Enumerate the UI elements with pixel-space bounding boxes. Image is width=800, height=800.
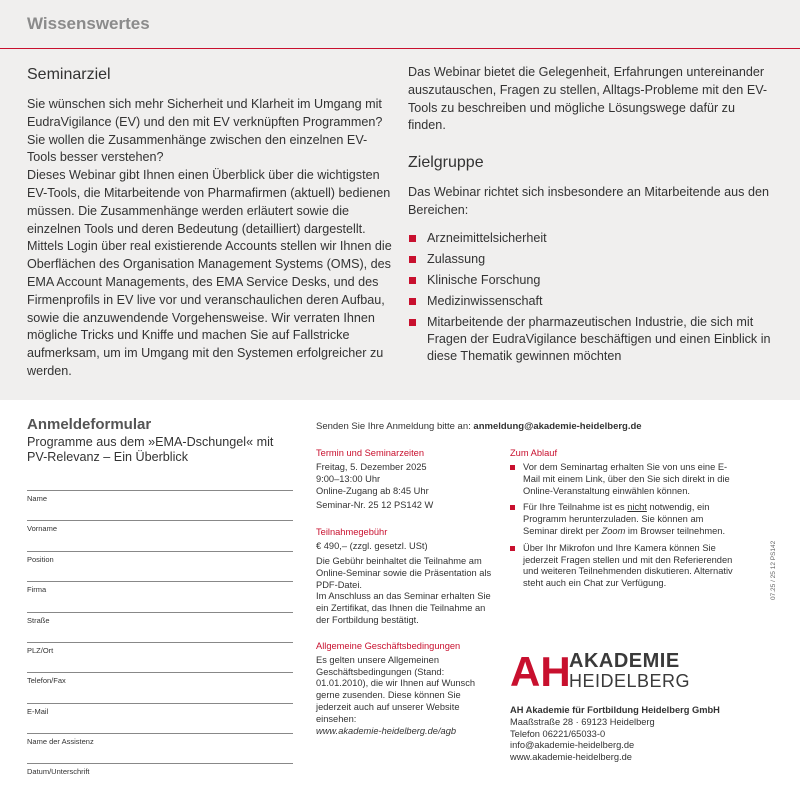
- seminarziel-section: [27, 66, 392, 381]
- field-label: Name der Assistenz: [27, 737, 94, 746]
- email-field[interactable]: [27, 703, 293, 733]
- termin-date: Freitag, 5. Dezember 2025: [316, 462, 427, 472]
- bullet-square-icon: [510, 465, 515, 470]
- bullet-square-icon: [409, 277, 416, 284]
- firma-field[interactable]: [27, 581, 293, 611]
- zielgruppe-heading: Zielgruppe: [408, 154, 484, 172]
- strasse-field[interactable]: [27, 612, 293, 642]
- agb-link[interactable]: www.akademie-heidelberg.de/agb: [316, 725, 457, 736]
- list-item: Zulassung: [408, 251, 773, 268]
- field-label: Datum/Unterschrift: [27, 767, 90, 776]
- akademie-logo: [510, 648, 710, 692]
- bullet-square-icon: [510, 546, 515, 551]
- seminar-number: Seminar-Nr. 25 12 PS142 W: [316, 500, 434, 511]
- company-web[interactable]: www.akademie-heidelberg.de: [510, 752, 632, 763]
- form-subtitle: Programme aus dem »EMA-Dschungel« mit PV-Relevanz – Ein Überblick: [27, 435, 274, 464]
- ah-logo-mark-icon: [510, 648, 568, 692]
- list-item: Klinische Forschung: [408, 272, 773, 289]
- bullet-square-icon: [510, 505, 515, 510]
- company-name: AH Akademie für Fortbildung Heidelberg GmbH: [510, 705, 720, 715]
- bullet-square-icon: [409, 319, 416, 326]
- list-item: Medizinwissenschaft: [408, 293, 773, 310]
- ablauf-heading: Zum Ablauf: [510, 448, 558, 458]
- list-item: Für Ihre Teilnahme ist es nicht notwendig, ein Programm herunterzuladen. Sie können am Seminar direkt per Zoom im Browser teilnehmen.: [510, 502, 735, 537]
- list-item: Mitarbeitende der pharmazeutischen Industrie, die sich mit Fragen der EudraVigilance beschäftigen und einen Einblick in diese Thematik gewinnen möchten: [408, 314, 773, 365]
- gebuehr-text: Die Gebühr beinhaltet die Teilnahme am Online-Seminar sowie die Präsentation als PDF-Datei.: [316, 555, 492, 590]
- field-label: Position: [27, 555, 54, 564]
- ablauf-list: [510, 462, 735, 590]
- agb-text: Es gelten unsere Allgemeinen Geschäftsbedingungen (Stand: 01.01.2010), die wir Ihnen auf Wunsch gerne zusenden. Diese können Sie jederzeit auch auf unserer Website einsehen:: [316, 654, 476, 724]
- gebuehr-heading: Teilnahmegebühr: [316, 527, 388, 538]
- company-phone: Telefon 06221/65033-0: [510, 728, 606, 739]
- details-column: [316, 448, 496, 737]
- field-label: PLZ/Ort: [27, 646, 54, 655]
- company-address: [510, 705, 750, 764]
- termin-time: 9:00–13:00 Uhr: [316, 473, 381, 484]
- header-divider: [0, 48, 800, 49]
- list-item: Arzneimittelsicherheit: [408, 230, 773, 247]
- zielgruppe-list: [408, 230, 773, 365]
- list-item: Vor dem Seminartag erhalten Sie von uns eine E-Mail mit einem Link, über den Sie sich direkt in die Online-Veranstaltung einwählen können.: [510, 462, 735, 497]
- gebuehr-price: € 490,– (zzgl. gesetzl. USt): [316, 541, 428, 552]
- position-field[interactable]: [27, 551, 293, 581]
- field-label: Vorname: [27, 524, 58, 533]
- field-label: E-Mail: [27, 707, 49, 716]
- seminarziel-paragraph: Mittels Login über real existierende Accounts stellen wir Ihnen die Oberflächen des Organisation Management Systems (OMS), des EMA Account Managements, des EMA Service Desks, und des Firmenprofils in EV live vor und veranschaulichen deren Aufbau, sowie die anzuwendende Vorgehensweise. Wir verraten Ihnen mögliche Tricks und Kniffe und machen Sie auf Fallstricke aufmerksam, um im Umgang mit den Systemen erfolgreicher zu werden.: [27, 239, 392, 378]
- logo-line2: HEIDELBERG: [569, 671, 691, 691]
- termin-heading: Termin und Seminarzeiten: [316, 448, 424, 458]
- telefon-fax-field[interactable]: [27, 672, 293, 702]
- seminarziel-paragraph: Dieses Webinar gibt Ihnen einen Überblick über die wichtigsten EV-Tools, die Mitarbeitende von Pharmafirmen (aktuell) bedienen müssen. Die Zusammenhänge werden erläutert sowie die einzelnen Tools und deren Bedeutung (detailliert) dargestellt.: [27, 168, 391, 236]
- company-email[interactable]: info@akademie-heidelberg.de: [510, 740, 635, 751]
- field-label: Name: [27, 494, 48, 503]
- ablauf-column: [510, 448, 735, 595]
- seminarziel-paragraph: Sie wünschen sich mehr Sicherheit und Klarheit im Umgang mit EudraVigilance (EV) und den mit EV verknüpften Programmen? Sie wollen die Zusammenhänge zwischen den einzelnen EV-Tools besser verstehen?: [27, 97, 383, 165]
- assistenz-field[interactable]: [27, 733, 293, 763]
- name-field[interactable]: [27, 490, 293, 520]
- company-street: Maaßstraße 28 · 69123 Heidelberg: [510, 716, 655, 727]
- field-label: Firma: [27, 585, 47, 594]
- zielgruppe-intro: Das Webinar richtet sich insbesondere an Mitarbeitende aus den Bereichen:: [408, 185, 769, 217]
- termin-access: Online-Zugang ab 8:45 Uhr: [316, 485, 429, 496]
- vorname-field[interactable]: [27, 520, 293, 550]
- form-title: Anmeldeformular: [27, 416, 152, 433]
- page-title: Wissenswertes: [27, 14, 150, 33]
- seminarziel-continuation: Das Webinar bietet die Gelegenheit, Erfahrungen untereinander auszutauschen, Fragen zu stellen, Alltags-Probleme mit den EV-Tools zu beschreiben und mögliche Lösungswege dafür zu finden.: [408, 65, 768, 133]
- bullet-square-icon: [409, 298, 416, 305]
- logo-line1: AKADEMIE: [569, 650, 680, 672]
- list-item: Über Ihr Mikrofon und Ihre Kamera können Sie jederzeit Fragen stellen und mit den Referierenden und weiteren Teilnehmenden diskutieren. Alternativ steht auch ein Chat zur Verfügung.: [510, 543, 735, 590]
- seminarziel-heading: Seminarziel: [27, 66, 111, 83]
- right-column: [408, 66, 773, 369]
- field-label: Telefon/Fax: [27, 676, 66, 685]
- field-label: Straße: [27, 616, 50, 625]
- registration-email-link[interactable]: anmeldung@akademie-heidelberg.de: [473, 421, 642, 432]
- datum-unterschrift-field[interactable]: [27, 763, 293, 793]
- gebuehr-text: Im Anschluss an das Seminar erhalten Sie ein Zertifikat, das Ihnen die Teilnahme an der Fortbildung bestätigt.: [316, 591, 491, 625]
- send-instruction: Senden Sie Ihre Anmeldung bitte an: anmeldung@akademie-heidelberg.de: [316, 421, 642, 432]
- logo-mark-text: AH: [510, 648, 568, 692]
- print-code: 07.25 / 25 12 PS142: [770, 540, 777, 600]
- plz-ort-field[interactable]: [27, 642, 293, 672]
- bullet-square-icon: [409, 235, 416, 242]
- bullet-square-icon: [409, 256, 416, 263]
- agb-heading: Allgemeine Geschäftsbedingungen: [316, 640, 461, 651]
